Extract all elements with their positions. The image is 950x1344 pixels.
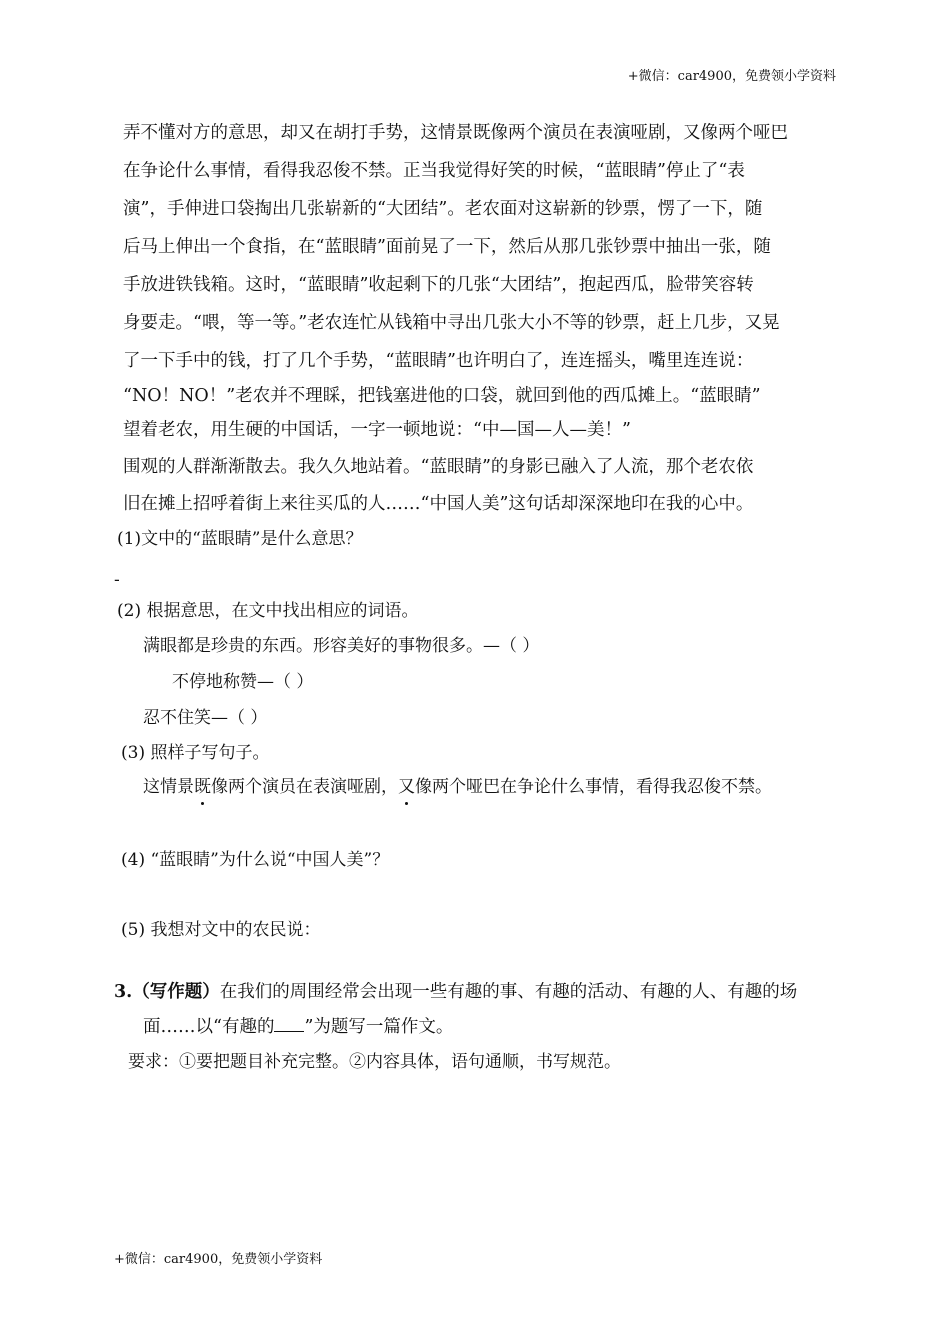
writing-line-2 bbox=[143, 1015, 453, 1039]
passage-line: 身要走。“喂，等一等。”老农连忙从钱箱中寻出几张大小不等的钞票，赶上几步，又晃 bbox=[123, 313, 780, 333]
question-4: (4) “蓝眼睛”为什么说“中国人美”？ bbox=[121, 850, 390, 870]
emphasis-mark: 又 bbox=[398, 777, 415, 797]
passage-line: 望着老农，用生硬的中国话，一字一顿地说：“中—国—人—美！” bbox=[123, 420, 631, 440]
question-divider: - bbox=[114, 570, 120, 590]
question-3-example bbox=[143, 775, 772, 799]
example-part: 这情景 bbox=[143, 777, 194, 797]
passage-line: 在争论什么事情，看得我忍俊不禁。正当我觉得好笑的时候，“蓝眼睛”停止了“表 bbox=[123, 161, 745, 181]
header-watermark: +微信：car4900，免费领小学资料 bbox=[627, 69, 836, 84]
passage-line: 弄不懂对方的意思，却又在胡打手势，这情景既像两个演员在表演哑剧，又像两个哑巴 bbox=[123, 123, 788, 143]
question-1: (1)文中的“蓝眼睛”是什么意思？ bbox=[117, 529, 363, 549]
example-part: 像两个哑巴在争论什么事情，看得我忍俊不禁。 bbox=[415, 777, 772, 797]
title-blank bbox=[274, 1017, 304, 1032]
passage-line: 手放进铁钱箱。这时，“蓝眼睛”收起剩下的几张“大团结”，抱起西瓜，脸带笑容转 bbox=[123, 275, 754, 295]
example-part: 像两个演员在表演哑剧， bbox=[211, 777, 398, 797]
passage-line: 后马上伸出一个食指，在“蓝眼睛”面前晃了一下，然后从那几张钞票中抽出一张，随 bbox=[123, 237, 771, 257]
passage-line: 演”，手伸进口袋掏出几张崭新的“大团结”。老农面对这崭新的钞票，愣了一下，随 bbox=[123, 199, 763, 219]
passage-line: 了一下手中的钱，打了几个手势，“蓝眼睛”也许明白了，连连摇头，嘴里连连说： bbox=[123, 351, 754, 371]
writing-line-1 bbox=[114, 980, 797, 1004]
question-2: (2) 根据意思，在文中找出相应的词语。 bbox=[117, 601, 419, 621]
passage-line: 围观的人群渐渐散去。我久久地站着。“蓝眼睛”的身影已融入了人流，那个老农依 bbox=[123, 457, 754, 477]
question-2b: 不停地称赞—（ ） bbox=[172, 672, 314, 692]
question-2c: 忍不住笑—（ ） bbox=[143, 708, 268, 728]
writing-text: 面……以“有趣的 bbox=[143, 1017, 275, 1037]
question-3: (3) 照样子写句子。 bbox=[121, 743, 270, 763]
writing-text: ”为题写一篇作文。 bbox=[304, 1017, 454, 1037]
footer-watermark: +微信：car4900，免费领小学资料 bbox=[114, 1252, 323, 1267]
writing-text: 在我们的周围经常会出现一些有趣的事、有趣的活动、有趣的人、有趣的场 bbox=[219, 982, 798, 1002]
passage-line: 旧在摊上招呼着街上来往买瓜的人……“中国人美”这句话却深深地印在我的心中。 bbox=[123, 494, 754, 514]
passage-line: “NO！NO！”老农并不理睬，把钱塞进他的口袋，就回到他的西瓜摊上。“蓝眼睛” bbox=[123, 386, 761, 406]
writing-tag: （写作题） bbox=[132, 982, 220, 1002]
writing-number: 3. bbox=[114, 982, 133, 1002]
emphasis-mark: 既 bbox=[194, 777, 211, 797]
question-2a: 满眼都是珍贵的东西。形容美好的事物很多。—（ ） bbox=[143, 636, 540, 656]
writing-requirement: 要求：①要把题目补充完整。②内容具体，语句通顺，书写规范。 bbox=[128, 1052, 621, 1072]
question-5: (5) 我想对文中的农民说： bbox=[121, 920, 321, 940]
